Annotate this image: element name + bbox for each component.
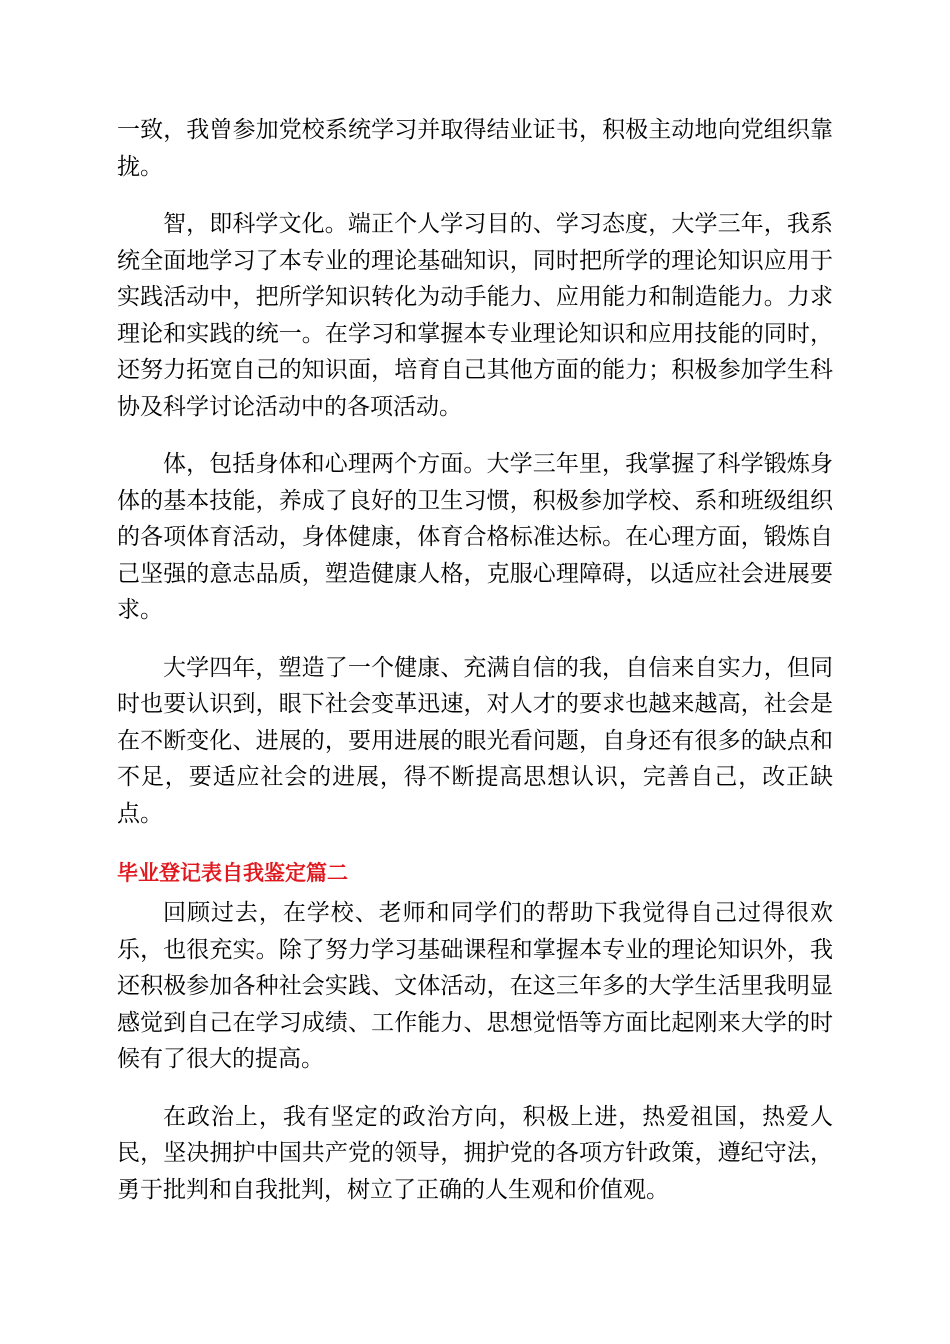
paragraph-continuation: 一致，我曾参加党校系统学习并取得结业证书，积极主动地向党组织靠拢。 <box>117 117 833 180</box>
section-heading: 毕业登记表自我鉴定篇二 <box>117 861 348 885</box>
paragraph-intellect: 智，即科学文化。端正个人学习目的、学习态度，大学三年，我系统全面地学习了本专业的理论基础知识，同时把所学的理论知识应用于实践活动中，把所学知识转化为动手能力、应用能力和制造能力。力求理论和实践的统一。在学习和掌握本专业理论知识和应用技能的同时，还努力拓宽自己的知识面，培育自己其他方面的能力；积极参加学生科协及科学讨论活动中的各项活动。 <box>117 211 833 420</box>
document-page <box>117 112 833 1229</box>
paragraph-physical: 体，包括身体和心理两个方面。大学三年里，我掌握了科学锻炼身体的基本技能，养成了良好的卫生习惯，积极参加学校、系和班级组织的各项体育活动，身体健康，体育合格标准达标。在心理方面，锻炼自己坚强的意志品质，塑造健康人格，克服心理障碍，以适应社会进展要求。 <box>117 451 833 623</box>
paragraph-summary: 大学四年，塑造了一个健康、充满自信的我，自信来自实力，但同时也要认识到，眼下社会变革迅速，对人才的要求也越来越高，社会是在不断变化、进展的，要用进展的眼光看问题，自身还有很多的缺点和不足，要适应社会的进展，得不断提高思想认识，完善自己，改正缺点。 <box>117 654 833 827</box>
paragraph-review: 回顾过去，在学校、老师和同学们的帮助下我觉得自己过得很欢乐，也很充实。除了努力学习基础课程和掌握本专业的理论知识外，我还积极参加各种社会实践、文体活动，在这三年多的大学生活里我明显感觉到自己在学习成绩、工作能力、思想觉悟等方面比起刚来大学的时候有了很大的提高。 <box>117 900 833 1072</box>
paragraph-politics: 在政治上，我有坚定的政治方向，积极上进，热爱祖国，热爱人民，坚决拥护中国共产党的领导，拥护党的各项方针政策，遵纪守法，勇于批判和自我批判，树立了正确的人生观和价值观。 <box>117 1103 833 1203</box>
